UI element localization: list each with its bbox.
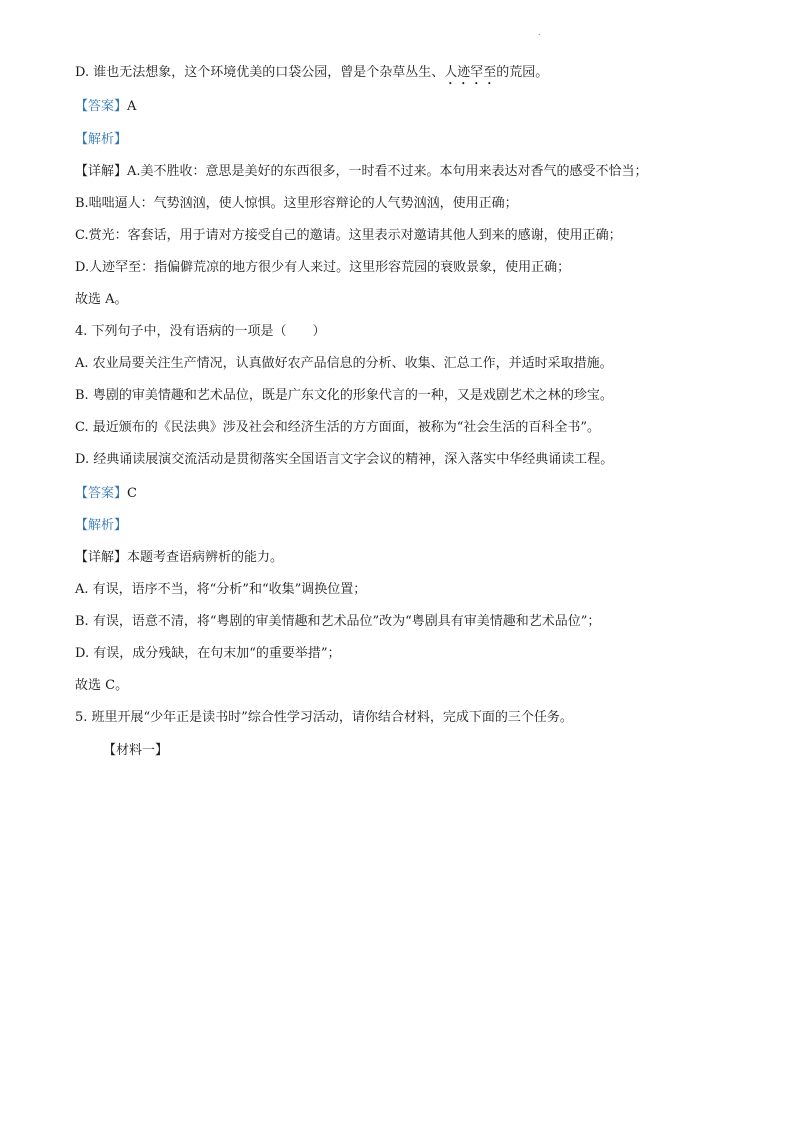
question-4-option-b: B. 粤剧的审美情趣和艺术品位，既是广东文化的形象代言的一种，又是戏剧艺术之林的珍宝。	[75, 388, 613, 403]
answer-value: C	[127, 486, 137, 501]
detail-line-2	[75, 548, 755, 568]
explanation-d: D.人迹罕至：指偏僻荒凉的地方很少有人来过。这里形容荒园的衰败景象，使用正确；	[75, 260, 571, 275]
error-d: D. 有误，成分残缺，在句末加“的重要举措”；	[75, 646, 341, 661]
detail-text: 本题考查语病辨析的能力。	[127, 550, 284, 565]
answer-value: A	[127, 99, 137, 114]
analysis-tag-2: 【解析】	[75, 518, 128, 533]
option-d-line	[75, 63, 755, 88]
error-a: A. 有误，语序不当，将“分析”和“收集”调换位置；	[75, 582, 367, 597]
question-4: 4. 下列句子中，没有语病的一项是（ ）	[75, 324, 326, 339]
material-1-heading: 【材料一】	[103, 743, 169, 758]
explanation-b: B.咄咄逼人：气势汹汹，使人惊惧。这里形容辩论的人气势汹汹，使用正确；	[75, 196, 518, 211]
choose-line-2: 故选 C。	[75, 678, 129, 693]
answer-line-2	[75, 484, 755, 504]
error-b: B. 有误，语意不清，将“粤剧的审美情趣和艺术品位”改为“粤剧具有审美情趣和艺术品位”；	[75, 614, 601, 629]
analysis-tag-1: 【解析】	[75, 132, 128, 147]
choose-line-1: 故选 A。	[75, 292, 128, 307]
answer-line-1	[75, 97, 755, 117]
question-4-option-a: A. 农业局要关注生产情况，认真做好农产品信息的分析、收集、汇总工作，并适时采取措施。	[75, 356, 613, 371]
question-4-option-c: C. 最近颁布的《民法典》涉及社会和经济生活的方方面面，被称为“社会生活的百科全书”。	[75, 420, 601, 435]
answer-tag: 【答案】	[75, 99, 128, 114]
explanation-c: C.赏光：客套话，用于请对方接受自己的邀请。这里表示对邀请其他人到来的感谢，使用正确；	[75, 228, 622, 243]
question-4-option-d: D. 经典诵读展演交流活动是贯彻落实全国语言文字会议的精神，深入落实中华经典诵读工程。	[75, 452, 614, 467]
detail-text: A.美不胜收：意思是美好的东西很多，一时看不过来。本句用来表达对香气的感受不恰当；	[127, 164, 648, 179]
emphasized-idiom: 人迹罕至	[444, 65, 497, 80]
option-d-text: D. 谁也无法想象，这个环境优美的口袋公园，曾是个杂草丛生、	[75, 65, 445, 80]
detail-tag: 【详解】	[75, 164, 128, 179]
answer-tag: 【答案】	[75, 486, 128, 501]
option-d-end: 的荒园。	[496, 65, 549, 80]
top-mark: .	[538, 28, 541, 37]
detail-tag: 【详解】	[75, 550, 128, 565]
detail-line-1	[75, 162, 755, 182]
question-5: 5. 班里开展“少年正是读书时”综合性学习活动，请你结合材料，完成下面的三个任务。	[75, 710, 573, 725]
